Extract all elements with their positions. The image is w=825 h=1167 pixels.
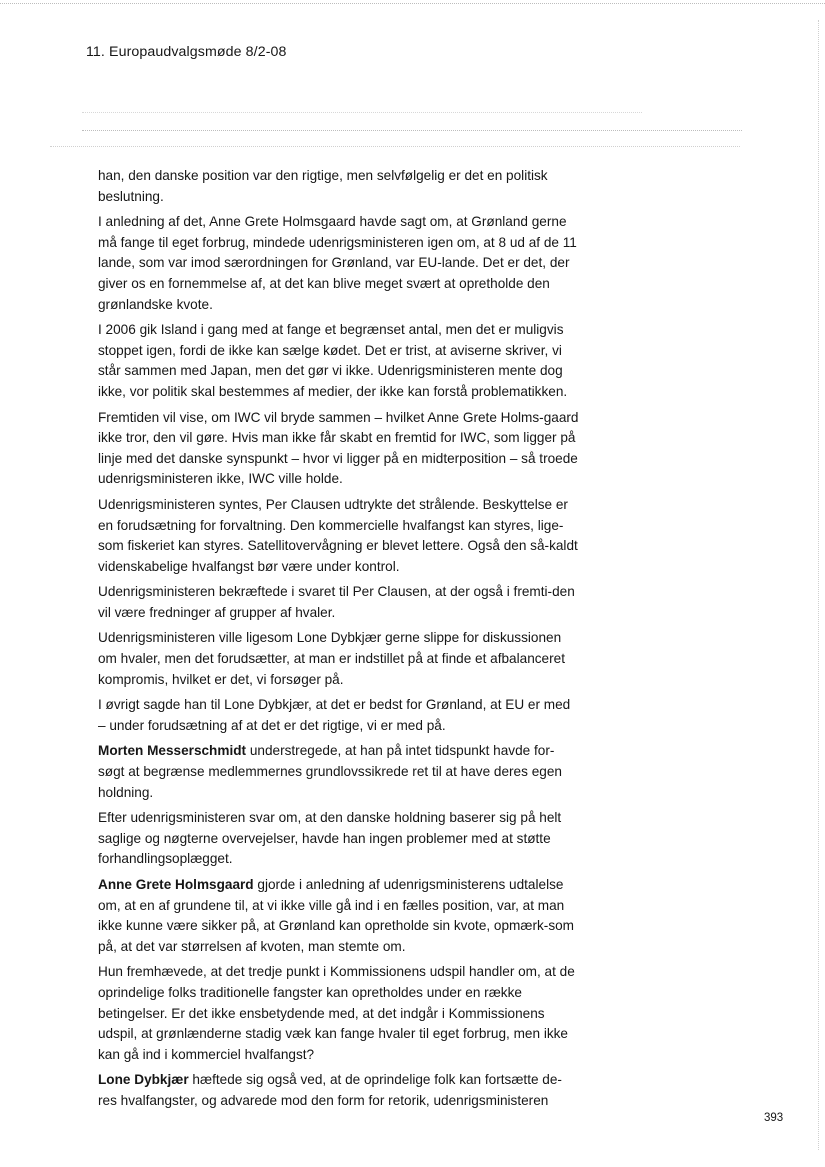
paragraph-text: Efter udenrigsministeren svar om, at den danske holdning baserer sig på helt saglige og nøgterne overvejelser, havde han ingen problemer med at støtte forhandlingsoplægget. [98,810,562,867]
paragraph-text: Fremtiden vil vise, om IWC vil bryde sammen – hvilket Anne Grete Holms-gaard ikke tror, den vil gøre. Hvis man ikke får skabt en fremtid for IWC, som ligger på linje med det danske synspunkt – hvor vi ligger på en midterposition – så troede udenrigsministeren ikke, IWC ville holde. [98,409,579,487]
paragraph-text: gjorde i anledning af udenrigsministerens udtalelse om, at en af grundene til, at vi ikke ville gå ind i en fælles position, var, at man ikke kunne være sikker på, at Grønland kan opretholde sin kvote, opmærk-som på, at det var størrelsen af kvoten, man stemte om. [98,877,574,954]
page-header: 11. Europaudvalgsmøde 8/2-08 [86,44,287,60]
paragraph [98,582,580,623]
paragraph-text: Udenrigsministeren syntes, Per Clausen udtrykte det strålende. Beskyttelse er en forudsætning for forvaltning. Den kommercielle hvalfangst kan styres, lige-som fiskeriet kan styres. Satellitovervågning er blevet lettere. Også den så-kaldt videnskabelige hvalfangst bør være under kontrol. [98,496,578,574]
paragraph [98,1070,580,1111]
paragraph-text: I øvrigt sagde han til Lone Dybkjær, at det er bedst for Grønland, at EU er med – under forudsætning af at det er det rigtige, vi er med på. [98,697,571,733]
paragraph [98,962,580,1065]
paragraph-text: Udenrigsministeren ville ligesom Lone Dybkjær gerne slippe for diskussionen om hvaler, men det forudsætter, at man er indstillet på at finde et afbalanceret kompromis, hvilket er det, vi forsøger på. [98,630,565,687]
paragraph-text: Udenrigsministeren bekræftede i svaret til Per Clausen, at der også i fremti-den vil være fredninger af grupper af hvaler. [98,584,575,620]
paragraph-text: Hun fremhævede, at det tredje punkt i Kommissionens udspil handler om, at de oprindelige folks traditionelle fangster kan opretholdes under en række betingelser. Er det ikke ensbetydende med, at det indgår i Kommissionens udspil, at grønlænderne stadig væk kan fange hvaler til eget forbrug, men ikke kan gå ind i kommerciel hvalfangst? [98,964,575,1062]
document-body [98,166,580,1117]
paragraph-text: han, den danske position var den rigtige, men selvfølgelig er det en politisk beslutning. [98,168,548,204]
paragraph-text: I anledning af det, Anne Grete Holmsgaard havde sagt om, at Grønland gerne må fange til eget forbrug, mindede udenrigsministeren igen om, at 8 ud af de 11 lande, som var imod særordningen for Grønland, var EU-lande. Det er det, der giver os en fornemmelse af, at det kan blive meget svært at opretholde den grønlandske kvote. [98,214,577,312]
speaker-name: Anne Grete Holmsgaard [98,877,254,892]
paragraph-text: I 2006 gik Island i gang med at fange et begrænset antal, men det er muligvis stoppet igen, fordi de ikke kan sælge kødet. Det er trist, at aviserne skriver, vi står sammen med Japan, men det gør vi ikke. Udenrigsministeren mente dog ikke, vor politik skal bestemmes af medier, der ikke kan forstå problematikken. [98,322,568,399]
speaker-name: Lone Dybkjær [98,1072,189,1088]
paragraph [98,875,580,957]
paragraph [98,628,580,690]
paragraph [98,808,580,870]
scan-artifact-line [50,146,740,147]
scan-artifact-line [82,112,642,113]
paragraph [98,408,580,490]
page-number: 393 [764,1112,784,1124]
paragraph [98,212,580,315]
paragraph [98,695,580,736]
paragraph [98,320,580,402]
speaker-name: Morten Messerschmidt [98,743,247,759]
scan-artifact-line [82,130,742,131]
paragraph [98,741,580,803]
paragraph-text: understregede, at han på intet tidspunkt havde for-søgt at begrænse medlemmernes grundlovssikrede ret til at have deres egen holdning. [98,743,562,800]
paragraph [98,166,580,207]
scan-artifact-edge [818,20,819,1150]
paragraph [98,495,580,577]
paragraph-text: hæftede sig også ved, at de oprindelige folk kan fortsætte de-res hvalfangster, og advarede mod den form for retorik, udenrigsministeren [98,1072,562,1108]
scan-artifact-top [0,3,825,4]
